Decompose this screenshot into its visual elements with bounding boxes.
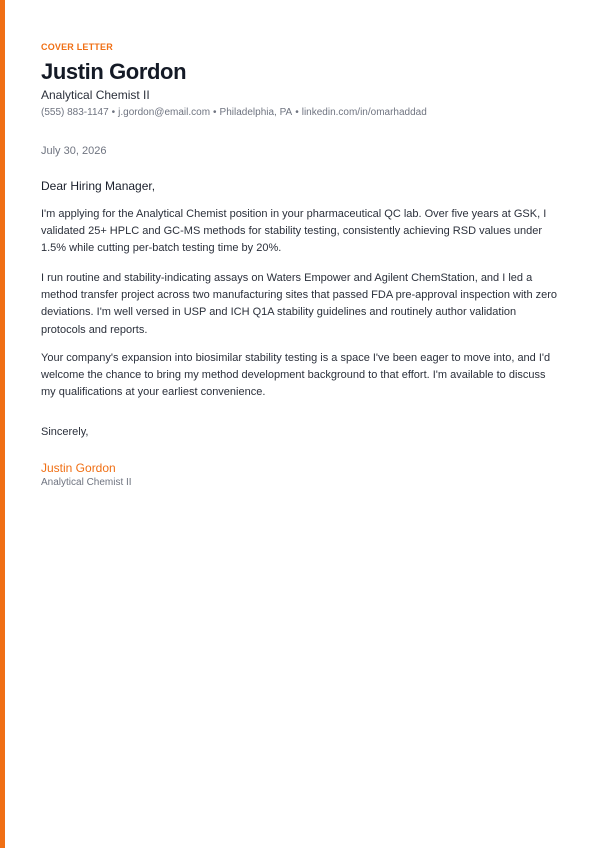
contact-separator: • [111,107,116,118]
applicant-name: Justin Gordon [41,59,187,84]
contact-linkedin[interactable]: linkedin.com/in/omarhaddad [301,107,427,118]
applicant-title: Analytical Chemist II [41,88,150,102]
document-type-label: COVER LETTER [41,42,113,52]
salutation: Dear Hiring Manager, [41,179,156,193]
contact-phone: (555) 883-1147 [41,107,109,118]
contact-separator: • [213,107,217,118]
body-paragraph-3: Your company's expansion into biosimilar stability testing is a space I've been eager to move into, and I'd welcome the chance to bring my method development background to that effort. I'm available to discuss my qualifications at your earliest convenience. [41,352,551,399]
letter-date: July 30, 2026 [41,145,107,157]
contact-separator: • [295,107,299,118]
closing: Sincerely, [41,426,89,438]
body-paragraph-1: I'm applying for the Analytical Chemist position in your pharmaceutical QC lab. Over five years at GSK, I validated 25+ HPLC and GC-MS methods for stability testing, consistently achieving RSD values under 1.5% while cutting per-batch testing time by 20%. [41,208,547,255]
contact-line [41,107,427,118]
accent-bar [0,0,5,848]
contact-email[interactable]: j.gordon@email.com [118,107,211,118]
signature-name: Justin Gordon [41,461,116,475]
body-paragraph-2: I run routine and stability-indicating assays on Waters Empower and Agilent ChemStation, and I led a method transfer project across two manufacturing sites that passed FDA pre-approval inspection with zero deviations. I'm well versed in USP and ICH Q1A stability guidelines and routinely author validation protocols and reports. [41,272,558,336]
signature-title: Analytical Chemist II [41,477,132,488]
contact-location: Philadelphia, PA [219,107,293,118]
